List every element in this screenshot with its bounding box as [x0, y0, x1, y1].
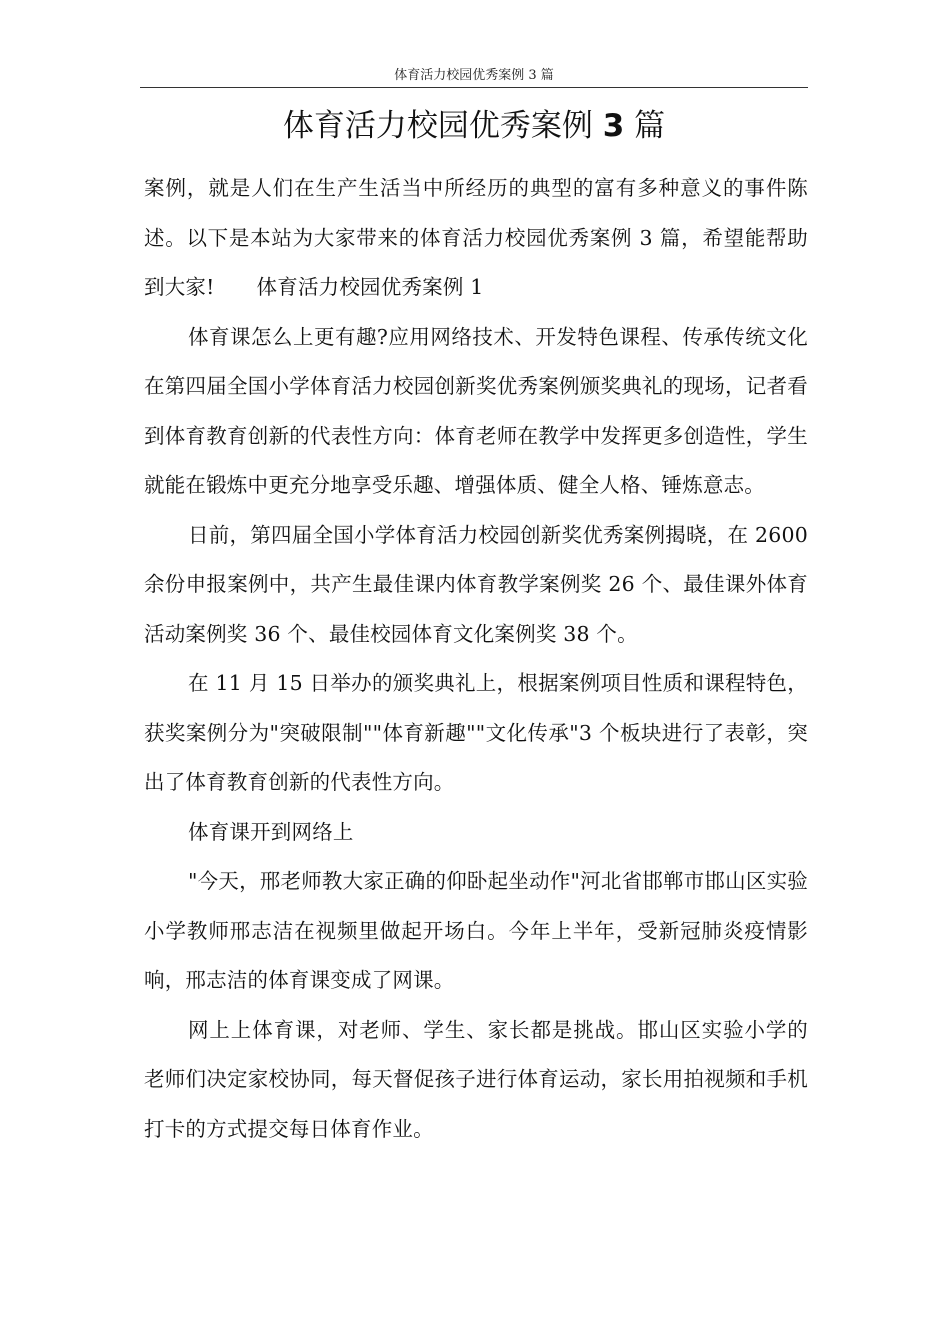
case-subheading: 体育活力校园优秀案例 1 — [256, 275, 484, 299]
header-rule — [140, 87, 808, 88]
body-paragraph-1: 体育课怎么上更有趣?应用网络技术、开发特色课程、传承传统文化在第四届全国小学体育活力校园创新奖优秀案例颁奖典礼的现场，记者看到体育教育创新的代表性方向：体育老师在教学中发挥更多创造性，学生就能在锻炼中更充分地享受乐趣、增强体质、健全人格、锤炼意志。 — [144, 324, 808, 497]
document-title — [140, 100, 808, 152]
title-number: 3 — [602, 108, 625, 144]
title-suffix: 篇 — [624, 108, 666, 144]
intro-text: 案例，就是人们在生产生活当中所经历的典型的富有多种意义的事件陈述。以下是本站为大家带来的体育活力校园优秀案例 3 篇，希望能帮助到大家! — [144, 176, 808, 299]
section-heading: 体育课开到网络上 — [188, 819, 354, 844]
body-paragraph-4: "今天，邢老师教大家正确的仰卧起坐动作"河北省邯郸市邯山区实验小学教师邢志洁在视频里做起开场白。今年上半年，受新冠肺炎疫情影响，邢志洁的体育课变成了网课。 — [144, 869, 808, 992]
running-header: 体育活力校园优秀案例 3 篇 — [394, 68, 554, 83]
body-paragraph-5: 网上上体育课，对老师、学生、家长都是挑战。邯山区实验小学的老师们决定家校协同，每天督促孩子进行体育运动，家长用拍视频和手机打卡的方式提交每日体育作业。 — [144, 1017, 808, 1141]
body-paragraph-2: 日前，第四届全国小学体育活力校园创新奖优秀案例揭晓，在 2600 余份申报案例中，共产生最佳课内体育教学案例奖 26 个、最佳课外体育活动案例奖 36 个、最佳校园体育文化案例奖 38 个。 — [144, 522, 808, 646]
title-text: 体育活力校园优秀案例 — [282, 108, 603, 144]
document-body — [144, 164, 808, 1154]
intro-paragraph — [144, 164, 808, 313]
body-paragraph-3: 在 11 月 15 日举办的颁奖典礼上，根据案例项目性质和课程特色，获奖案例分为"突破限制""体育新趣""文化传承"3 个板块进行了表彰，突出了体育教育创新的代表性方向。 — [144, 671, 808, 794]
